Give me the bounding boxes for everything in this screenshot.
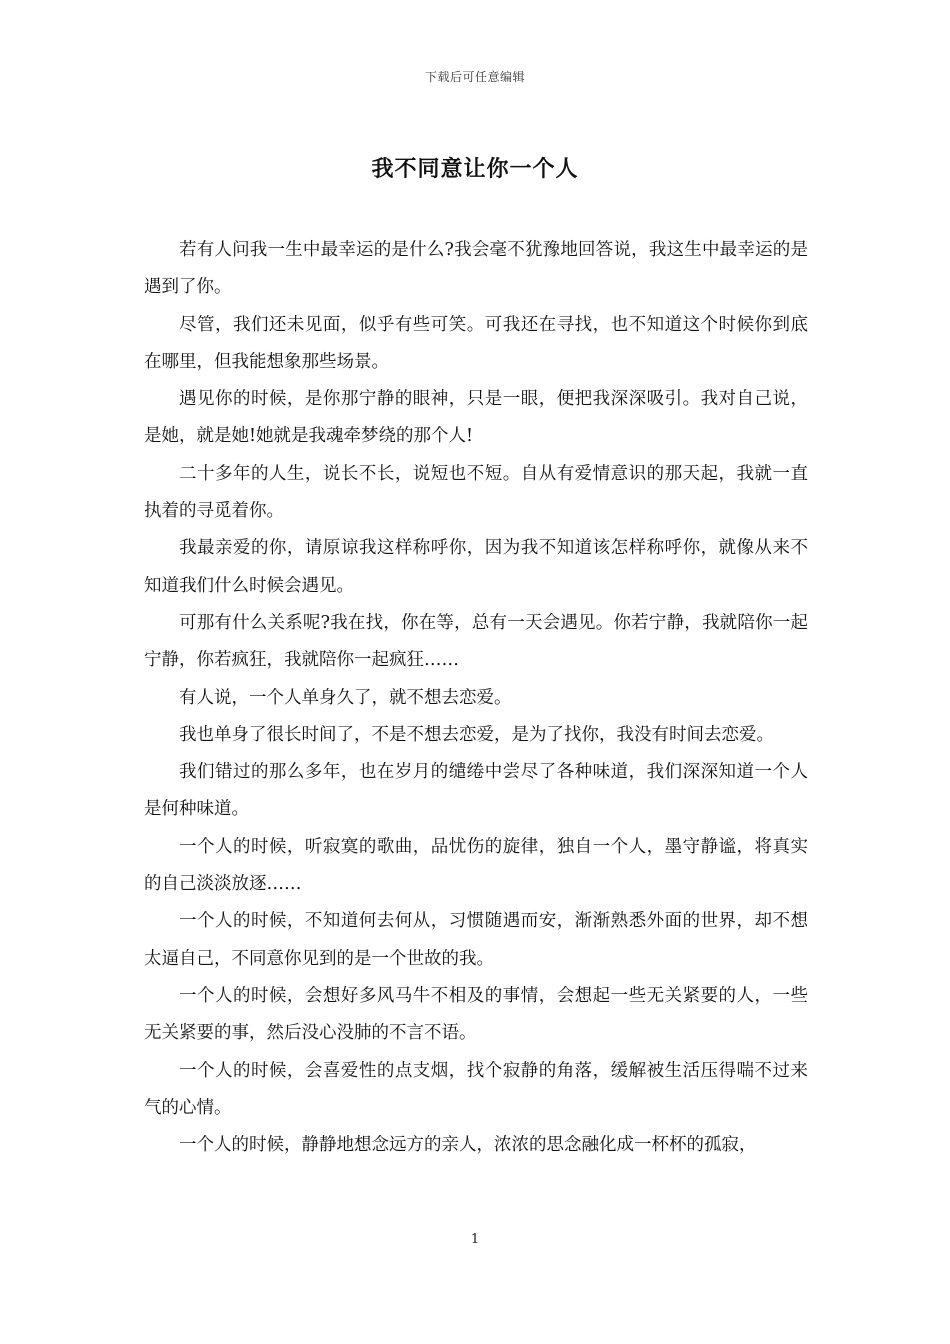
paragraph: 尽管，我们还未见面，似乎有些可笑。可我还在寻找，也不知道这个时候你到底在哪里，但我能想象那些场景。: [144, 314, 808, 372]
body-text: [144, 232, 808, 1164]
paragraph: 若有人问我一生中最幸运的是什么?我会毫不犹豫地回答说，我这生中最幸运的是遇到了你。: [144, 240, 808, 298]
header-note: 下载后可任意编辑: [424, 70, 525, 84]
paragraph: 我最亲爱的你，请原谅我这样称呼你，因为我不知道该怎样称呼你，就像从来不知道我们什么时候会遇见。: [144, 538, 808, 596]
paragraph: 一个人的时候，静静地想念远方的亲人，浓浓的思念融化成一杯杯的孤寂，: [179, 1135, 757, 1156]
paragraph: 我们错过的那么多年，也在岁月的缱绻中尝尽了各种味道，我们深深知道一个人是何种味道。: [144, 762, 808, 820]
paragraph: 一个人的时候，听寂寞的歌曲，品忧伤的旋律，独自一个人，墨守静谧，将真实的自己淡淡放逐……: [144, 836, 808, 895]
paragraph: 我也单身了很长时间了，不是不想去恋爱，是为了找你，我没有时间去恋爱。: [179, 724, 774, 745]
paragraph: 一个人的时候，会想好多风马牛不相及的事情，会想起一些无关紧要的人，一些无关紧要的事，然后没心没肺的不言不语。: [144, 985, 808, 1044]
paragraph: 可那有什么关系呢?我在找，你在等，总有一天会遇见。你若宁静，我就陪你一起宁静，你若疯狂，我就陪你一起疯狂……: [144, 612, 808, 671]
page-number: 1: [470, 1232, 480, 1247]
paragraph: 一个人的时候，会喜爱性的点支烟，找个寂静的角落，缓解被生活压得喘不过来气的心情。: [144, 1060, 808, 1118]
paragraph: 一个人的时候，不知道何去何从，习惯随遇而安，渐渐熟悉外面的世界，却不想太逼自己，不同意你见到的是一个世故的我。: [144, 911, 808, 969]
paragraph: 遇见你的时候，是你那宁静的眼神，只是一眼，便把我深深吸引。我对自己说，是她，就是她!她就是我魂牵梦绕的那个人!: [144, 389, 808, 447]
paragraph: 二十多年的人生，说长不长，说短也不短。自从有爱情意识的那天起，我就一直执着的寻觅着你。: [144, 463, 808, 522]
page-title: 我不同意让你一个人: [371, 156, 579, 182]
paragraph: 有人说，一个人单身久了，就不想去恋爱。: [179, 687, 512, 708]
